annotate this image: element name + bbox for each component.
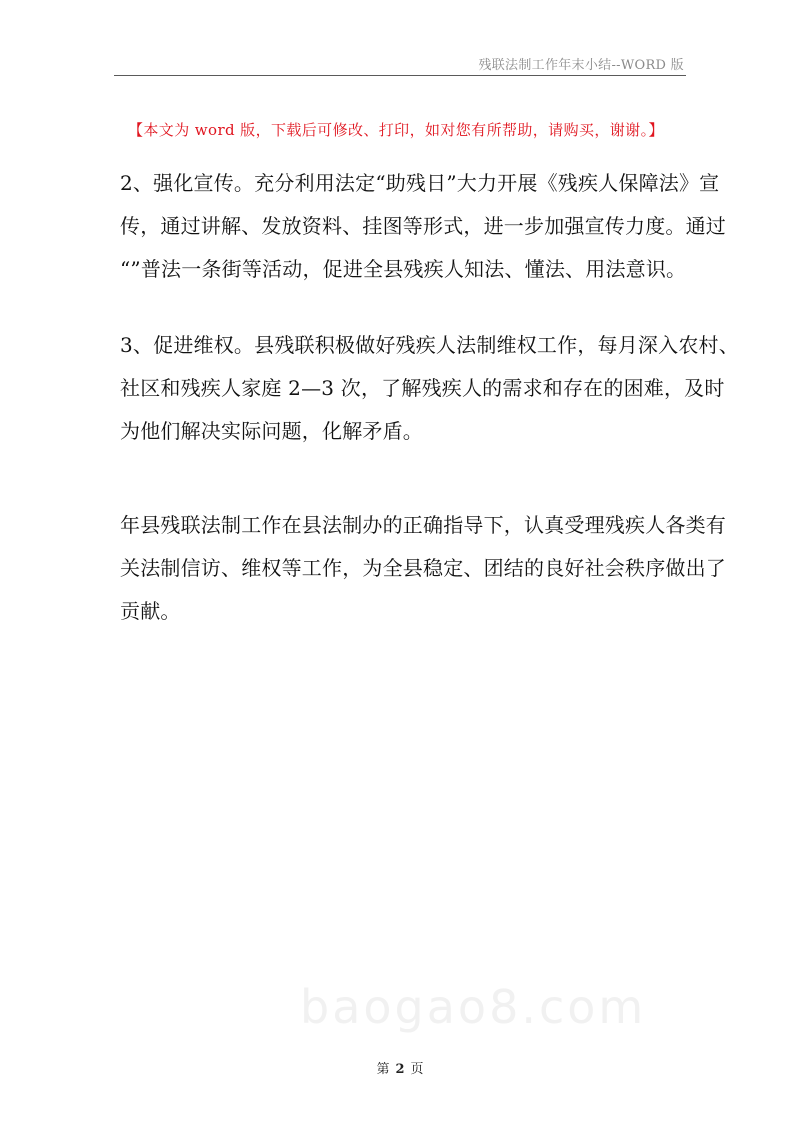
paragraph-line: 为他们解决实际问题，化解矛盾。 (120, 419, 423, 443)
page-footer (0, 1058, 800, 1077)
paragraph-line: 贡献。 (120, 599, 181, 623)
paragraph-line: 3、促进维权。县残联积极做好残疾人法制维权工作，每月深入农村、 (120, 333, 739, 357)
paragraph-line: 年县残联法制工作在县法制办的正确指导下，认真受理残疾人各类有 (120, 513, 726, 537)
paragraph-line: 传，通过讲解、发放资料、挂图等形式，进一步加强宣传力度。通过 (120, 214, 726, 238)
paragraph-line: 2、强化宣传。充分利用法定“助残日”大力开展《残疾人保障法》宣 (120, 171, 720, 195)
header-rule (114, 75, 686, 76)
paragraph-summary (120, 504, 726, 633)
footer-suffix: 页 (410, 1062, 424, 1077)
watermark: baogao8.com (300, 980, 647, 1034)
page-number: 2 (395, 1062, 405, 1077)
purchase-notice: 【本文为 word 版，下载后可修改、打印，如对您有所帮助，请购买，谢谢。】 (128, 121, 664, 139)
paragraph-line: “”普法一条街等活动，促进全县残疾人知法、懂法、用法意识。 (120, 257, 687, 281)
running-header-title: 残联法制工作年末小结--WORD 版 (478, 58, 684, 73)
footer-prefix: 第 (376, 1062, 390, 1077)
paragraph-line: 关法制信访、维权等工作，为全县稳定、团结的良好社会秩序做出了 (120, 556, 726, 580)
paragraph-publicity (120, 162, 726, 291)
paragraph-line: 社区和残疾人家庭 2—3 次，了解残疾人的需求和存在的困难，及时 (120, 376, 725, 400)
paragraph-rights-protection (120, 324, 739, 453)
